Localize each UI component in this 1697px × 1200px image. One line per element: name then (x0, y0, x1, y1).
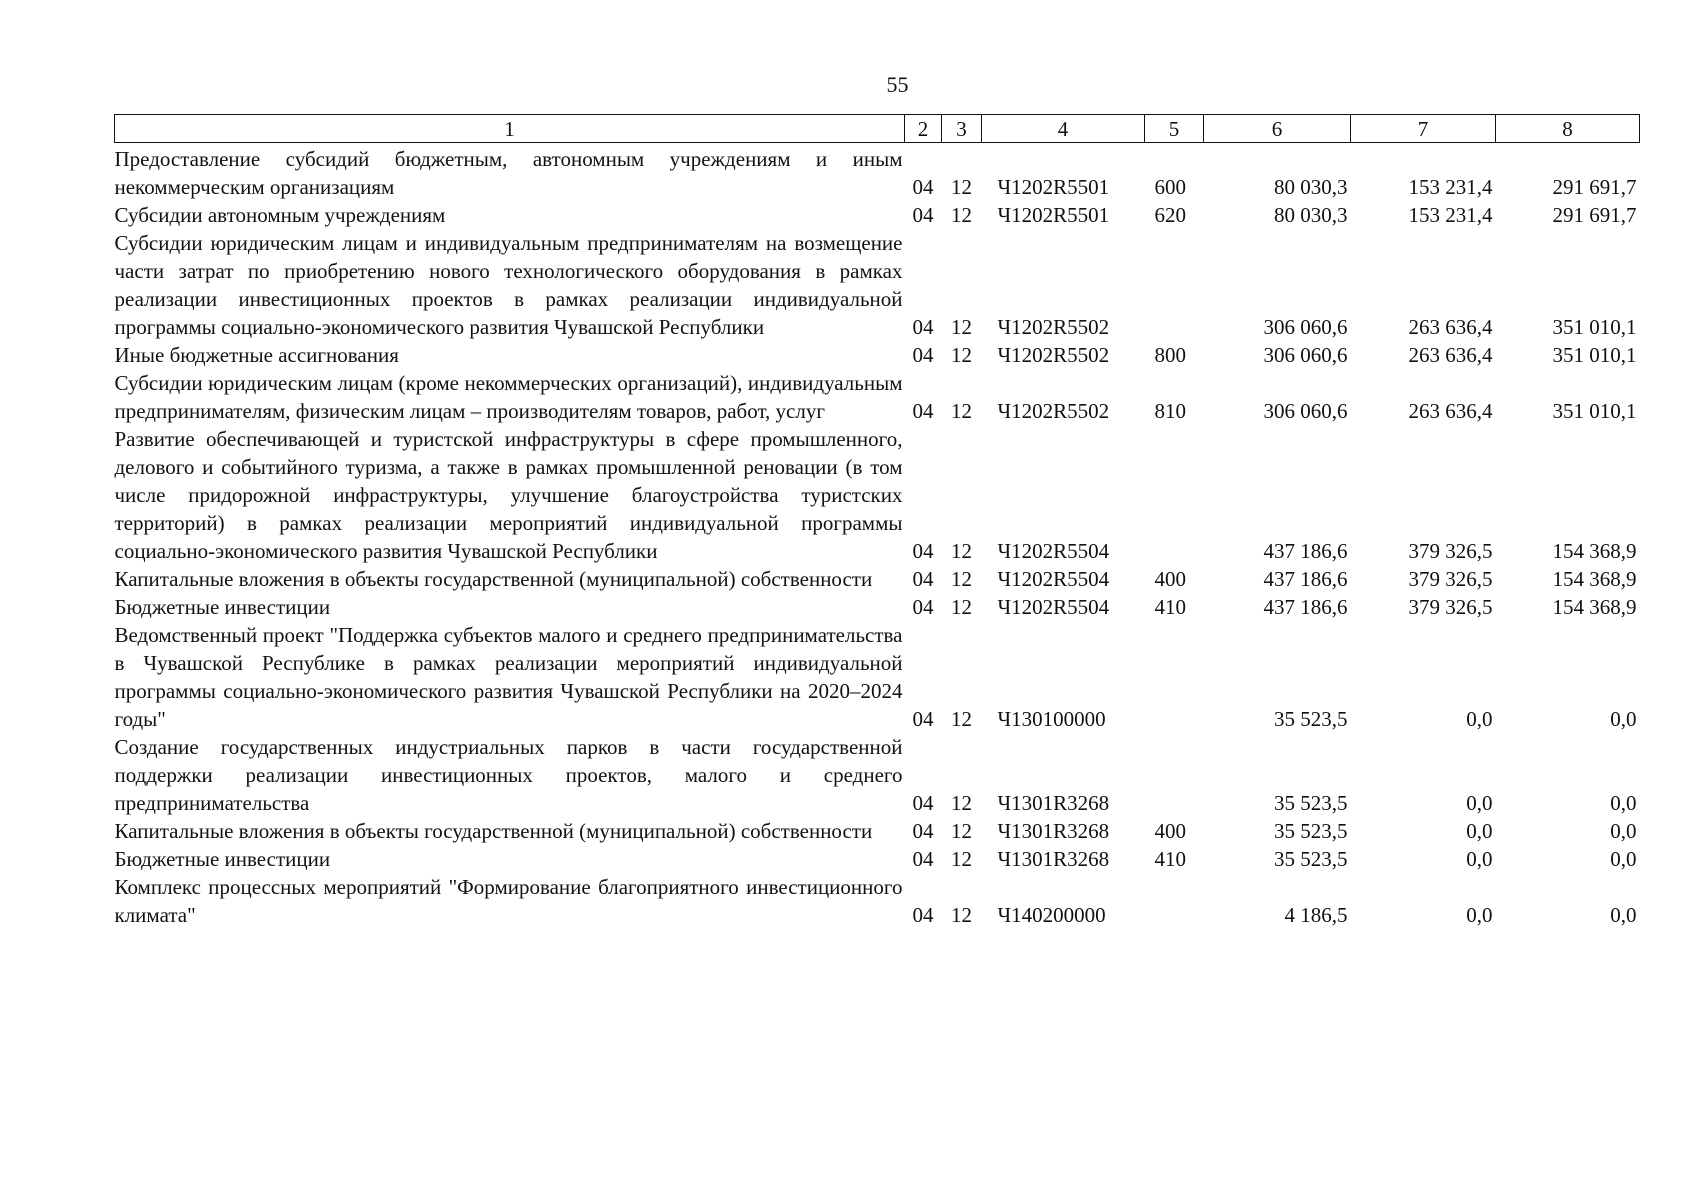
subsection-code: 12 (951, 819, 972, 843)
amount-column-7: 0,0 (1466, 819, 1493, 843)
expense-type-code: 600 (1154, 175, 1186, 199)
section-code: 04 (912, 707, 934, 731)
amount-column-6: 35 523,5 (1274, 819, 1348, 843)
amount-column-6: 437 186,6 (1263, 539, 1348, 563)
column-header-7: 7 (1351, 115, 1496, 143)
amount-column-7: 0,0 (1466, 847, 1493, 871)
column-header-2: 2 (905, 115, 942, 143)
table-row (115, 143, 1640, 202)
table-row (115, 565, 1640, 593)
amount-column-8: 154 368,9 (1552, 539, 1637, 563)
column-header-1: 1 (115, 115, 905, 143)
table-row (115, 201, 1640, 229)
subsection-code: 12 (951, 343, 972, 367)
table-header (115, 115, 1640, 143)
table-row (115, 873, 1640, 929)
amount-column-7: 379 326,5 (1408, 539, 1493, 563)
expense-type-code: 410 (1154, 847, 1186, 871)
amount-column-6: 80 030,3 (1274, 175, 1348, 199)
amount-column-6: 306 060,6 (1263, 343, 1348, 367)
target-article-code: Ч1301R3268 (997, 819, 1110, 843)
amount-column-6: 4 186,5 (1284, 903, 1348, 927)
expense-type-code: 400 (1154, 819, 1186, 843)
expense-type-code: 410 (1154, 595, 1186, 619)
expense-type-code (1145, 425, 1204, 565)
header-row (115, 115, 1640, 143)
budget-table (114, 114, 1640, 929)
row-name: Предоставление субсидий бюджетным, автономным учреждениям и иным некоммерческим организациям (114, 147, 903, 199)
amount-column-8: 0,0 (1610, 791, 1637, 815)
amount-column-8: 0,0 (1610, 903, 1637, 927)
column-header-6: 6 (1204, 115, 1351, 143)
expense-type-code (1145, 873, 1204, 929)
section-code: 04 (912, 567, 934, 591)
expense-type-code: 400 (1154, 567, 1186, 591)
page-number: 55 (886, 72, 909, 97)
section-code: 04 (912, 203, 934, 227)
subsection-code: 12 (951, 903, 972, 927)
amount-column-6: 306 060,6 (1263, 315, 1348, 339)
amount-column-8: 154 368,9 (1552, 595, 1637, 619)
amount-column-6: 437 186,6 (1263, 567, 1348, 591)
section-code: 04 (912, 539, 934, 563)
row-name: Бюджетные инвестиции (114, 595, 331, 619)
amount-column-8: 291 691,7 (1552, 175, 1637, 199)
target-article-code: Ч1202R5502 (997, 315, 1110, 339)
amount-column-7: 263 636,4 (1408, 315, 1493, 339)
amount-column-8: 0,0 (1610, 847, 1637, 871)
amount-column-7: 263 636,4 (1408, 343, 1493, 367)
row-name: Иные бюджетные ассигнования (114, 343, 399, 367)
amount-column-7: 379 326,5 (1408, 567, 1493, 591)
amount-column-7: 0,0 (1466, 903, 1493, 927)
section-code: 04 (912, 819, 934, 843)
subsection-code: 12 (951, 399, 972, 423)
section-code: 04 (912, 315, 934, 339)
amount-column-7: 153 231,4 (1408, 175, 1493, 199)
column-header-3: 3 (942, 115, 982, 143)
amount-column-8: 0,0 (1610, 707, 1637, 731)
amount-column-8: 351 010,1 (1552, 315, 1637, 339)
table-row (115, 593, 1640, 621)
subsection-code: 12 (951, 567, 972, 591)
row-name: Ведомственный проект "Поддержка субъектов малого и среднего предпринимательства в Чувашской Республике в рамках реализации мероприятий индивидуальной программы социально-экономического развития Чувашской Республики на 2020–2024 годы" (114, 623, 903, 731)
amount-column-7: 0,0 (1466, 707, 1493, 731)
amount-column-8: 351 010,1 (1552, 343, 1637, 367)
target-article-code: Ч1301R3268 (997, 847, 1110, 871)
target-article-code: Ч1202R5502 (997, 343, 1110, 367)
section-code: 04 (912, 791, 934, 815)
target-article-code: Ч1301R3268 (997, 791, 1110, 815)
row-name: Субсидии юридическим лицам и индивидуальным предпринимателям на возмещение части затрат по приобретению нового технологического оборудования в рамках реализации инвестиционных проектов в рамках реализации индивидуальной программы социально-экономического развития Чувашской Республики (114, 231, 903, 339)
target-article-code: Ч130100000 (997, 707, 1106, 731)
amount-column-6: 35 523,5 (1274, 707, 1348, 731)
section-code: 04 (912, 847, 934, 871)
subsection-code: 12 (951, 203, 972, 227)
table-row (115, 733, 1640, 817)
table-body (115, 143, 1640, 930)
expense-type-code: 810 (1154, 399, 1186, 423)
section-code: 04 (912, 595, 934, 619)
column-header-4: 4 (982, 115, 1145, 143)
amount-column-8: 154 368,9 (1552, 567, 1637, 591)
table-row (115, 817, 1640, 845)
subsection-code: 12 (951, 539, 972, 563)
subsection-code: 12 (951, 315, 972, 339)
amount-column-8: 351 010,1 (1552, 399, 1637, 423)
target-article-code: Ч1202R5504 (997, 539, 1110, 563)
row-name: Субсидии юридическим лицам (кроме некоммерческих организаций), индивидуальным предпринимателям, физическим лицам – производителям товаров, работ, услуг (114, 371, 903, 423)
target-article-code: Ч140200000 (997, 903, 1106, 927)
table-row (115, 341, 1640, 369)
table-row (115, 229, 1640, 341)
amount-column-6: 35 523,5 (1274, 791, 1348, 815)
amount-column-7: 153 231,4 (1408, 203, 1493, 227)
amount-column-6: 437 186,6 (1263, 595, 1348, 619)
row-name: Создание государственных индустриальных парков в части государственной поддержки реализации инвестиционных проектов, малого и среднего предпринимательства (114, 735, 903, 815)
row-name: Капитальные вложения в объекты государственной (муниципальной) собственности (114, 819, 873, 843)
table-row (115, 621, 1640, 733)
expense-type-code (1145, 621, 1204, 733)
target-article-code: Ч1202R5502 (997, 399, 1110, 423)
amount-column-6: 306 060,6 (1263, 399, 1348, 423)
table-row (115, 845, 1640, 873)
expense-type-code (1145, 733, 1204, 817)
subsection-code: 12 (951, 791, 972, 815)
row-name: Развитие обеспечивающей и туристской инфраструктуры в сфере промышленного, делового и событийного туризма, а также в рамках промышленной реновации (в том числе придорожной инфраструктуры, улучшение благоустройства туристских территорий) в рамках реализации мероприятий индивидуальной программы социально-экономического развития Чувашской Республики (114, 427, 903, 563)
section-code: 04 (912, 903, 934, 927)
table-row (115, 425, 1640, 565)
section-code: 04 (912, 343, 934, 367)
amount-column-7: 379 326,5 (1408, 595, 1493, 619)
subsection-code: 12 (951, 595, 972, 619)
row-name: Комплекс процессных мероприятий "Формирование благоприятного инвестиционного климата" (114, 875, 903, 927)
amount-column-7: 0,0 (1466, 791, 1493, 815)
amount-column-8: 0,0 (1610, 819, 1637, 843)
target-article-code: Ч1202R5501 (997, 175, 1110, 199)
column-header-8: 8 (1496, 115, 1640, 143)
expense-type-code (1145, 229, 1204, 341)
target-article-code: Ч1202R5504 (997, 567, 1110, 591)
subsection-code: 12 (951, 847, 972, 871)
section-code: 04 (912, 399, 934, 423)
target-article-code: Ч1202R5501 (997, 203, 1110, 227)
column-header-5: 5 (1145, 115, 1204, 143)
amount-column-8: 291 691,7 (1552, 203, 1637, 227)
expense-type-code: 620 (1154, 203, 1186, 227)
row-name: Бюджетные инвестиции (114, 847, 331, 871)
expense-type-code: 800 (1154, 343, 1186, 367)
subsection-code: 12 (951, 707, 972, 731)
amount-column-6: 80 030,3 (1274, 203, 1348, 227)
amount-column-6: 35 523,5 (1274, 847, 1348, 871)
target-article-code: Ч1202R5504 (997, 595, 1110, 619)
table-row (115, 369, 1640, 425)
amount-column-7: 263 636,4 (1408, 399, 1493, 423)
row-name: Капитальные вложения в объекты государственной (муниципальной) собственности (114, 567, 873, 591)
row-name: Субсидии автономным учреждениям (114, 203, 446, 227)
section-code: 04 (912, 175, 934, 199)
subsection-code: 12 (951, 175, 972, 199)
